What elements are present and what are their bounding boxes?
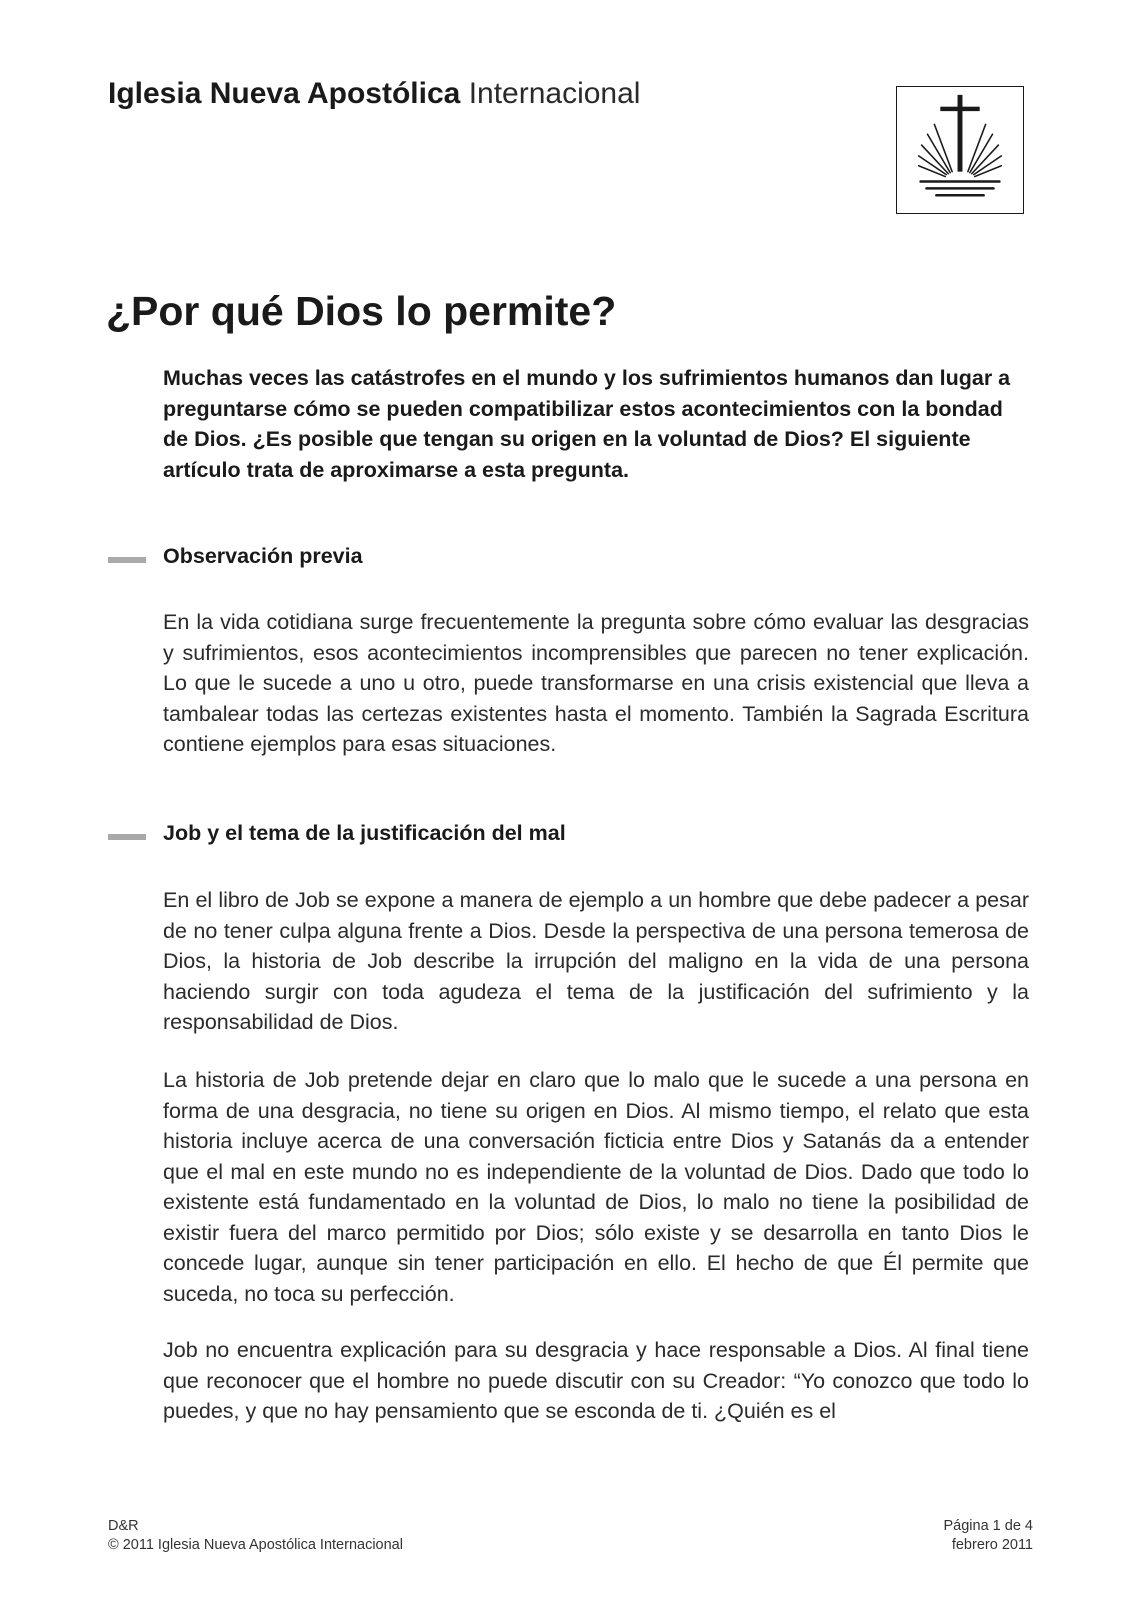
lead-paragraph: Muchas veces las catástrofes en el mundo y los sufrimientos humanos dan lugar a preguntarse cómo se pueden compatibilizar estos acontecimientos con la bondad de Dios. ¿Es posible que tengan su origen en la voluntad de Dios? El siguiente artículo trata de aproximarse a esta pregunta. <box>163 366 1011 482</box>
body-paragraph: La historia de Job pretende dejar en claro que lo malo que le sucede a una persona en forma de una desgracia, no tiene su origen en Dios. Al mismo tiempo, el relato que esta historia incluye acerca de una conversación ficticia entre Dios y Satanás da a entender que el mal en este mundo no es independiente de la voluntad de Dios. Dado que todo lo existente está fundamentado en la voluntad de Dios, lo malo no tiene la posibilidad de existir fuera del marco permitido por Dios; sólo existe y se desarrolla en tanto Dios le concede lugar, aunque sin tener participación en ello. El hecho de que Él permite que suceda, no toca su perfección. <box>163 1068 1029 1306</box>
body-paragraph: Job no encuentra explicación para su desgracia y hace responsable a Dios. Al final tiene que reconocer que el hombre no puede discutir con su Creador: “Yo conozco que todo lo puedes, y que no hay pensamiento que se esconda de ti. ¿Quién es el <box>163 1338 1029 1423</box>
section-heading: Job y el tema de la justificación del mal <box>163 821 566 845</box>
organization-name-bold: Iglesia Nueva Apostólica <box>108 77 461 110</box>
footer-left <box>108 1517 403 1555</box>
section-marker <box>108 834 146 840</box>
footer-page-number: Página 1 de 4 <box>943 1518 1033 1534</box>
body-paragraph: En la vida cotidiana surge frecuentemente la pregunta sobre cómo evaluar las desgracias y sufrimientos, esos acontecimientos incomprensibles que parecen no tener explicación. Lo que le sucede a uno u otro, puede transformarse en una crisis existencial que lleva a tambalear todas las certezas existentes hasta el momento. También la Sagrada Escritura contiene ejemplos para esas situaciones. <box>163 610 1029 756</box>
footer-copyright: © 2011 Iglesia Nueva Apostólica Internacional <box>108 1537 403 1553</box>
footer-publication: D&R <box>108 1518 139 1534</box>
section-heading: Observación previa <box>163 544 363 568</box>
footer-date: febrero 2011 <box>951 1537 1033 1553</box>
organization-name-light: Internacional <box>468 77 641 110</box>
footer-right <box>944 1517 1034 1555</box>
body-paragraph: En el libro de Job se expone a manera de ejemplo a un hombre que debe padecer a pesar de no tener culpa alguna frente a Dios. Desde la perspectiva de una persona temerosa de Dios, la historia de Job describe la irrupción del maligno en la vida de una persona haciendo surgir con toda agudeza el tema de la justificación del sufrimiento y la responsabilidad de Dios. <box>163 888 1029 1034</box>
church-emblem-icon <box>896 86 1024 214</box>
section-marker <box>108 557 146 563</box>
page-title: ¿Por qué Dios lo permite? <box>106 288 617 334</box>
organization-name <box>108 76 640 112</box>
